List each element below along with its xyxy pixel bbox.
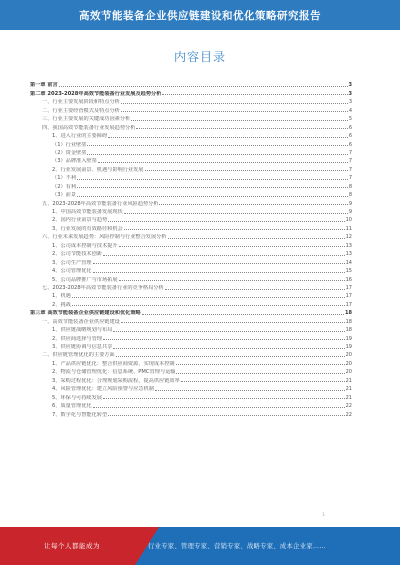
toc-entry[interactable]: [30, 342, 352, 350]
footer-slogan-left: 让每个人都能成为: [44, 542, 100, 550]
toc-entry[interactable]: [30, 291, 352, 299]
toc-leader-dots: [108, 415, 344, 416]
toc-entry-page: 12: [345, 234, 352, 241]
toc-entry[interactable]: [30, 80, 352, 88]
toc-leader-dots: [93, 263, 345, 264]
toc-entry[interactable]: [30, 409, 352, 417]
document-header-bar: [0, 0, 400, 30]
toc-leader-dots: [131, 120, 348, 121]
toc-entry[interactable]: [30, 283, 352, 291]
toc-entry-text: 二、供应链管理优化的主要方面: [42, 352, 115, 359]
toc-leader-dots: [72, 305, 345, 306]
toc-entry-page: 20: [345, 369, 352, 376]
toc-entry-page: 13: [345, 242, 352, 249]
toc-entry-text: （3）前景: [52, 192, 77, 199]
toc-entry[interactable]: [30, 223, 352, 231]
toc-entry[interactable]: [30, 181, 352, 189]
toc-entry-text: 3、供应链协调与信息共享: [52, 344, 113, 350]
toc-leader-dots: [159, 204, 347, 205]
toc-entry[interactable]: [30, 164, 352, 172]
toc-entry[interactable]: [30, 148, 352, 156]
toc-leader-dots: [124, 213, 348, 214]
toc-entry-text: 四、我国高效节能装备行业发展趋势分析: [42, 124, 136, 131]
toc-entry-text: （1）不利: [52, 175, 77, 182]
toc-entry[interactable]: [30, 333, 352, 341]
toc-entry[interactable]: [30, 274, 352, 282]
toc-leader-dots: [155, 390, 345, 391]
toc-entry[interactable]: [30, 384, 352, 392]
toc-entry-text: 5、环保与可持续发展: [52, 394, 102, 401]
toc-leader-dots: [119, 280, 345, 281]
toc-leader-dots: [142, 314, 344, 315]
toc-leader-dots: [145, 170, 348, 171]
toc-leader-dots: [176, 364, 345, 365]
toc-entry-page: 9: [348, 200, 352, 207]
toc-entry-text: 3、行业发展的有效路径和机会: [52, 225, 123, 232]
toc-entry-page: 6: [348, 141, 352, 148]
toc-entry-page: 3: [348, 90, 352, 97]
toc-entry-page: 5: [348, 116, 352, 123]
toc-leader-dots: [108, 137, 348, 138]
toc-entry[interactable]: [30, 240, 352, 248]
toc-entry-page: 19: [345, 335, 352, 342]
toc-entry-page: 8: [348, 183, 352, 190]
toc-leader-dots: [103, 339, 345, 340]
toc-entry-page: 4: [348, 107, 352, 114]
toc-entry-page: 14: [345, 259, 352, 266]
toc-leader-dots: [103, 398, 345, 399]
toc-leader-dots: [165, 289, 345, 290]
footer-banner: [0, 527, 400, 565]
toc-entry-text: 2、物流与仓储管理优化：信息系统、PMC管理与运输: [52, 369, 176, 376]
toc-entry-page: 3: [348, 99, 352, 106]
toc-entry[interactable]: [30, 190, 352, 198]
toc-leader-dots: [108, 221, 344, 222]
toc-entry-text: 4、风险管理优化：建立风险预警与应急机制: [52, 386, 154, 393]
toc-entry-page: 11: [345, 225, 352, 232]
toc-entry-text: 6、质量管理优化: [52, 403, 92, 410]
toc-entry-page: 7: [348, 175, 352, 182]
toc-leader-dots: [87, 154, 347, 155]
toc-entry-page: 22: [345, 403, 352, 410]
toc-leader-dots: [77, 187, 348, 188]
toc-entry-page: 7: [348, 166, 352, 173]
toc-entry-page: 22: [345, 411, 352, 418]
toc-entry-text: （1）行业壁垒: [52, 141, 87, 148]
toc-leader-dots: [59, 86, 348, 87]
toc-entry-text: 七、2023-2028年高效节能装备行业的竞争格局分析: [42, 284, 164, 291]
toc-leader-dots: [124, 229, 345, 230]
toc-entry-text: 7、数字化与智能化转型: [52, 411, 108, 418]
toc-entry-text: 1、机遇: [52, 293, 71, 300]
toc-entry-page: 9: [348, 209, 352, 215]
toc-entry-text: 5、公司品牌推广与市场拓展: [52, 276, 118, 283]
toc-leader-dots: [136, 128, 347, 129]
toc-entry[interactable]: [30, 325, 352, 333]
toc-entry[interactable]: [30, 401, 352, 409]
toc-entry-page: 15: [345, 268, 352, 275]
toc-entry-text: 1、供应链战略规划与布局: [52, 327, 113, 334]
toc-entry[interactable]: [30, 375, 352, 383]
toc-entry[interactable]: [30, 198, 352, 206]
toc-entry-page: 18: [345, 318, 352, 325]
toc-leader-dots: [98, 162, 348, 163]
toc-entry-text: 二、行业主要经营模式及特点分析: [42, 107, 120, 114]
toc-entry-text: 一、高效节能装备企业供应链建设: [42, 318, 120, 325]
toc-leader-dots: [119, 246, 345, 247]
toc-entry-text: （3）品牌准入壁垒: [52, 158, 97, 165]
toc-leader-dots: [103, 255, 345, 256]
toc-entry-text: 三、行业主要发展的关键成功因素分析: [42, 116, 131, 123]
toc-entry-page: 17: [345, 284, 352, 291]
toc-entry[interactable]: [30, 122, 352, 130]
toc-entry-text: 1、公司成本控制与技术提升: [52, 242, 118, 249]
toc-entry-text: 第三章 高效节能装备企业供应链建设和优化策略: [30, 310, 141, 317]
toc-entry-text: 2、行业发展前景、机遇与影响行业发展: [52, 166, 144, 173]
toc-leader-dots: [121, 322, 345, 323]
toc-entry-page: 7: [348, 158, 352, 165]
toc-entry[interactable]: [30, 350, 352, 358]
toc-entry-text: 五、2023-2028年高效节能装备行业风险趋势分析: [42, 200, 159, 207]
toc-entry[interactable]: [30, 173, 352, 181]
toc-leader-dots: [87, 145, 347, 146]
toc-entry-page: 8: [348, 192, 352, 199]
toc-heading: 内容目录: [173, 50, 226, 64]
table-of-contents: [30, 80, 352, 418]
toc-entry-page: 6: [348, 124, 352, 131]
toc-entry-text: 六、行业未来发展趋势：风险控制与行业整合发展分析: [42, 234, 167, 241]
toc-entry[interactable]: [30, 207, 352, 215]
toc-entry-text: （2）有利: [52, 183, 77, 190]
toc-leader-dots: [168, 238, 345, 239]
toc-entry-page: 16: [345, 276, 352, 283]
toc-entry[interactable]: [30, 215, 352, 223]
toc-leader-dots: [93, 272, 345, 273]
toc-leader-dots: [77, 196, 348, 197]
toc-leader-dots: [113, 348, 344, 349]
toc-leader-dots: [77, 179, 348, 180]
toc-entry[interactable]: [30, 114, 352, 122]
toc-entry-text: 第一章 前言: [30, 82, 58, 89]
toc-entry[interactable]: [30, 139, 352, 147]
toc-entry-page: 17: [345, 293, 352, 300]
toc-entry[interactable]: [30, 105, 352, 113]
toc-entry-text: 4、公司管理优化: [52, 268, 92, 275]
toc-entry-page: 21: [345, 394, 352, 401]
toc-entry-page: 18: [345, 310, 352, 317]
toc-entry-page: 7: [348, 149, 352, 156]
toc-entry[interactable]: [30, 367, 352, 375]
toc-entry[interactable]: [30, 316, 352, 324]
toc-entry-text: 一、行业主要发展阶段和特点分析: [42, 99, 120, 106]
document-title: 高效节能装备企业供应链建设和优化策略研究报告: [79, 9, 321, 22]
toc-entry[interactable]: [30, 358, 352, 366]
toc-entry-text: 1、进入行业的主要障碍: [52, 133, 108, 140]
toc-entry-text: 1、中国高效节能装备发展现状: [52, 209, 123, 215]
toc-entry-page: 13: [345, 251, 352, 258]
toc-entry-page: 10: [345, 217, 352, 224]
toc-entry-page: 6: [348, 133, 352, 140]
toc-entry[interactable]: [30, 266, 352, 274]
toc-entry-text: （2）资金壁垒: [52, 149, 87, 156]
toc-entry-text: 2、挑战: [52, 301, 71, 308]
toc-entry-text: 2、国内行业前景与趋势: [52, 217, 108, 224]
toc-entry[interactable]: [30, 299, 352, 307]
toc-entry[interactable]: [30, 97, 352, 105]
toc-entry-page: 21: [345, 377, 352, 384]
toc-entry-page: 17: [345, 301, 352, 308]
toc-leader-dots: [121, 103, 348, 104]
toc-leader-dots: [162, 94, 347, 95]
toc-entry-page: 21: [345, 386, 352, 393]
toc-leader-dots: [181, 381, 345, 382]
toc-entry[interactable]: [30, 131, 352, 139]
page-number: 1: [322, 513, 325, 518]
toc-entry[interactable]: [30, 156, 352, 164]
toc-entry[interactable]: [30, 308, 352, 316]
toc-leader-dots: [72, 297, 345, 298]
footer-slogan-right: 行业专家、管理专家、营销专家、战略专家、成本企业家……: [148, 543, 327, 550]
toc-leader-dots: [176, 373, 344, 374]
toc-entry-page: 18: [345, 327, 352, 334]
toc-entry-text: 第二章 2023-2028年高效节能装备行业发展及趋势分析: [30, 90, 162, 97]
toc-entry-page: 20: [345, 360, 352, 367]
toc-leader-dots: [116, 356, 345, 357]
toc-entry-text: 2、公司节能技术创新: [52, 251, 102, 258]
toc-entry-page: 3: [348, 82, 352, 89]
toc-leader-dots: [113, 331, 344, 332]
toc-entry-text: 3、采购过程优化：合理规划采购流程，提高供应链效率: [52, 377, 180, 384]
toc-entry-text: 2、供应商选择与管理: [52, 335, 102, 342]
toc-entry-page: 19: [345, 344, 352, 350]
toc-entry[interactable]: [30, 257, 352, 265]
toc-entry-text: 1、产品供应链优化：整合供应商资源，实现成本控制: [52, 360, 175, 367]
toc-entry[interactable]: [30, 232, 352, 240]
toc-entry[interactable]: [30, 88, 352, 96]
toc-leader-dots: [93, 407, 345, 408]
toc-entry-page: 20: [345, 352, 352, 359]
toc-entry-text: 3、公司生产管理: [52, 259, 92, 266]
toc-entry[interactable]: [30, 249, 352, 257]
toc-leader-dots: [121, 111, 348, 112]
toc-entry[interactable]: [30, 392, 352, 400]
